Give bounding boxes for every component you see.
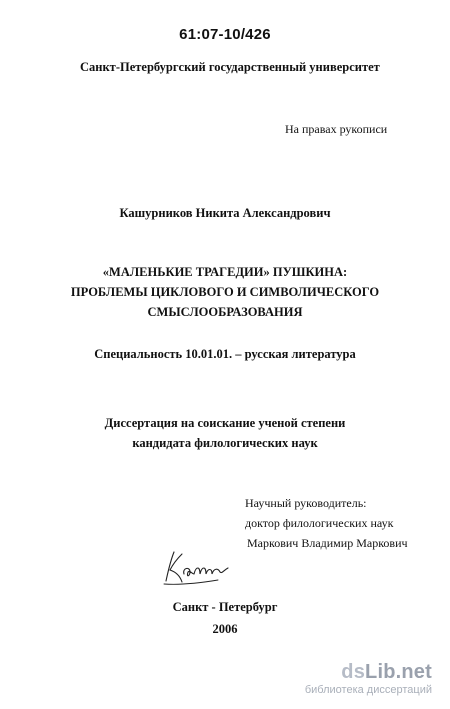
title-line: «МАЛЕНЬКИЕ ТРАГЕДИИ» ПУШКИНА: <box>102 265 348 279</box>
manuscript-note: На правах рукописи <box>285 122 388 136</box>
dissertation-title <box>0 262 450 322</box>
degree-line: Диссертация на соискание ученой степени <box>104 416 346 430</box>
city: Санкт - Петербург <box>172 600 278 614</box>
watermark <box>305 661 432 697</box>
archive-stamp-code: 61:07-10/426 <box>179 26 271 43</box>
advisor-degree: доктор филологических наук <box>245 516 394 530</box>
title-line: ПРОБЛЕМЫ ЦИКЛОВОГО И СИМВОЛИЧЕСКОГО <box>70 285 380 299</box>
advisor-role: Научный руководитель: <box>245 496 367 510</box>
university-name: Санкт-Петербургский государственный университет <box>80 60 380 74</box>
dissertation-degree <box>0 413 450 453</box>
author-name: Кашурников Никита Александрович <box>119 206 331 220</box>
degree-line: кандидата филологических наук <box>132 436 318 450</box>
specialty: Специальность 10.01.01. – русская литература <box>94 347 356 361</box>
place-and-year <box>0 596 450 640</box>
watermark-logo-part1: ds <box>341 661 366 683</box>
title-line: СМЫСЛООБРАЗОВАНИЯ <box>147 305 303 319</box>
handwritten-signature <box>160 548 240 588</box>
scientific-advisor <box>245 493 408 553</box>
advisor-name: Маркович Владимир Маркович <box>247 536 408 550</box>
watermark-logo <box>305 661 432 683</box>
watermark-logo-part2: Lib.net <box>365 661 432 683</box>
year: 2006 <box>212 622 238 636</box>
watermark-caption: библиотека диссертаций <box>304 684 432 696</box>
